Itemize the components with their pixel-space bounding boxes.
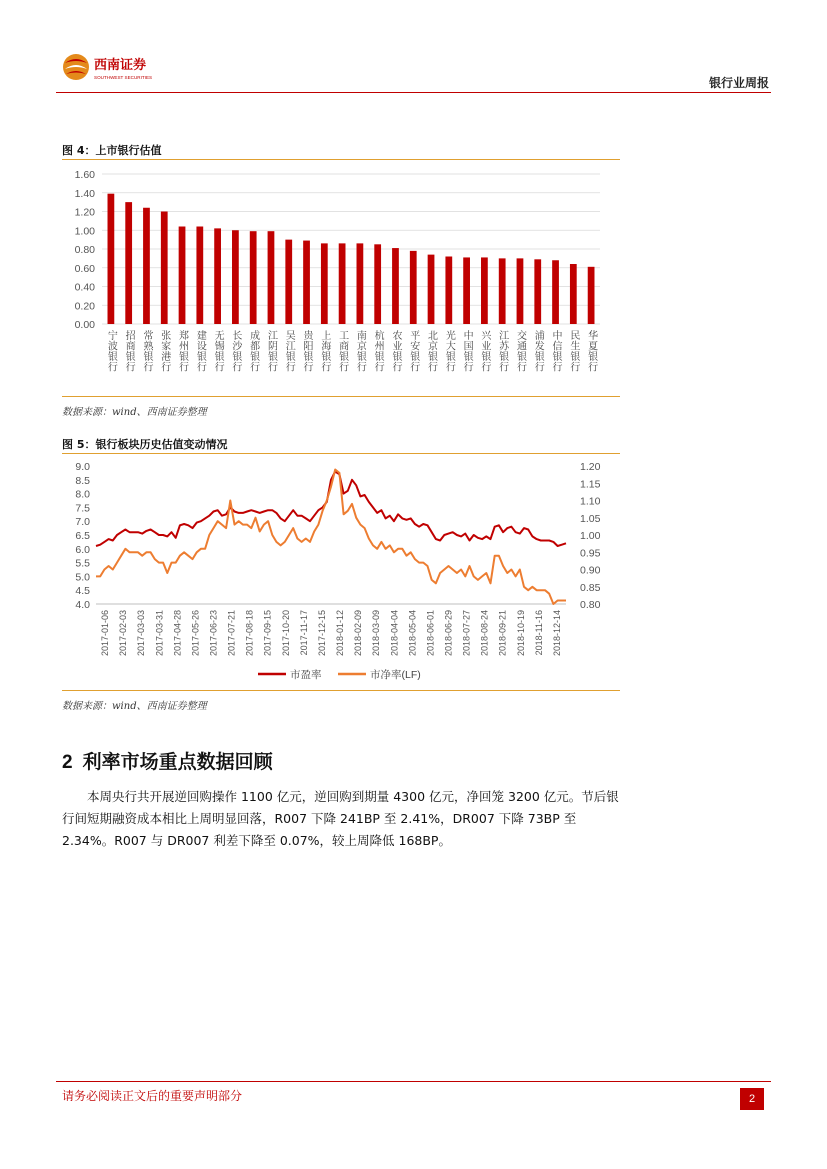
y-right-tick-label: 1.00	[580, 530, 601, 542]
x-tick-label: 2017-01-06	[100, 610, 111, 657]
company-logo	[62, 48, 172, 86]
x-tick-label: 2018-12-14	[551, 610, 562, 657]
x-tick-label: 农业银行	[389, 330, 401, 372]
y-left-tick-label: 6.5	[75, 530, 90, 542]
y-tick-label: 0.20	[74, 300, 95, 313]
x-tick-label: 浦发银行	[532, 330, 544, 372]
bar	[374, 244, 381, 324]
y-left-tick-label: 5.0	[75, 571, 90, 584]
y-right-tick-label: 1.20	[580, 461, 601, 473]
bar	[357, 243, 364, 324]
figure4-source: 数据来源：wind、西南证券整理	[62, 407, 207, 418]
figure5-title: 图 5：银行板块历史估值变动情况	[62, 438, 228, 451]
x-tick-label: 交通银行	[514, 330, 526, 372]
x-tick-label: 成都银行	[247, 330, 259, 372]
x-tick-label: 南京银行	[354, 330, 366, 372]
bar	[143, 208, 150, 324]
x-tick-label: 贵阳银行	[301, 330, 313, 372]
x-tick-label: 宁波银行	[105, 330, 117, 372]
bar	[410, 251, 417, 324]
y-left-tick-label: 8.0	[75, 488, 90, 501]
bar	[285, 240, 292, 324]
x-tick-label: 上海银行	[318, 330, 330, 372]
x-tick-label: 2017-03-03	[136, 610, 147, 657]
x-tick-label: 2018-02-09	[353, 610, 364, 657]
x-tick-label: 2018-09-21	[497, 610, 508, 657]
y-right-tick-label: 0.90	[580, 564, 601, 577]
x-tick-label: 北京银行	[425, 330, 437, 372]
y-right-tick-label: 0.95	[580, 547, 601, 560]
bar	[179, 227, 186, 325]
x-tick-label: 中国银行	[461, 330, 473, 372]
x-tick-label: 2017-07-21	[226, 610, 237, 657]
bar	[214, 228, 221, 324]
x-tick-label: 2017-09-15	[262, 610, 273, 657]
x-tick-label: 招商银行	[123, 330, 135, 372]
x-tick-label: 无锡银行	[212, 330, 224, 372]
y-tick-label: 1.40	[74, 187, 95, 200]
figure5-bottom-rule	[62, 690, 620, 691]
footer-disclaimer: 请务必阅读正文后的重要声明部分	[62, 1089, 243, 1103]
footer-rule	[56, 1081, 771, 1082]
x-tick-label: 江阴银行	[265, 330, 277, 372]
x-tick-label: 2017-11-17	[298, 610, 309, 656]
y-right-tick-label: 1.05	[580, 512, 601, 525]
bar	[499, 258, 506, 324]
bar	[517, 258, 524, 324]
y-tick-label: 1.60	[74, 169, 95, 181]
x-tick-label: 2017-04-28	[172, 610, 183, 657]
logo-cn: 西南证券	[94, 57, 147, 72]
y-left-tick-label: 9.0	[75, 461, 90, 473]
bar	[250, 231, 257, 324]
bar	[445, 257, 452, 325]
y-left-tick-label: 5.5	[75, 557, 90, 570]
legend-label: 市净率(LF)	[370, 669, 421, 681]
y-left-tick-label: 7.0	[75, 516, 90, 529]
legend-label: 市盈率	[290, 669, 322, 681]
x-tick-label: 建设银行	[194, 330, 206, 372]
x-tick-label: 杭州银行	[372, 330, 384, 372]
figure4-top-rule	[62, 159, 620, 160]
x-tick-label: 光大银行	[443, 330, 455, 372]
bar	[428, 255, 435, 324]
section-paragraph: 本周央行共开展逆回购操作 1100 亿元，逆回购到期量 4300 亿元，净回笼 3200 亿元。节后银行间短期融资成本相比上周明显回落，R007 下降 241BP 至 2.41%，DR007 下降 73BP 至 2.34%。R007 与 DR007 利差下降至 0.07%，较上周降低 168BP。	[62, 789, 619, 848]
logo-en: SOUTHWEST SECURITIES	[94, 75, 153, 80]
x-tick-label: 2018-05-04	[407, 610, 418, 657]
bar	[196, 227, 203, 325]
bar	[232, 230, 239, 324]
x-tick-label: 江苏银行	[496, 330, 508, 372]
y-tick-label: 0.80	[74, 244, 95, 256]
header-rule	[56, 92, 771, 93]
x-tick-label: 华夏银行	[585, 330, 597, 372]
x-tick-label: 2018-06-01	[425, 610, 436, 657]
x-tick-label: 2017-03-31	[154, 610, 165, 657]
x-tick-label: 2017-10-20	[280, 610, 291, 657]
x-tick-label: 2018-06-29	[443, 610, 454, 657]
x-tick-label: 常熟银行	[140, 330, 152, 372]
y-left-tick-label: 7.5	[75, 502, 90, 515]
x-tick-label: 民生银行	[567, 330, 579, 372]
section-heading	[62, 747, 273, 774]
x-tick-label: 吴江银行	[283, 330, 295, 372]
x-tick-label: 2017-02-03	[118, 610, 129, 657]
x-tick-label: 郑州银行	[176, 330, 188, 372]
x-tick-label: 兴业银行	[478, 330, 490, 372]
y-tick-label: 1.00	[74, 225, 95, 238]
bar	[588, 267, 595, 324]
x-tick-label: 2017-12-15	[316, 610, 327, 657]
section-title: 利率市场重点数据回顾	[82, 751, 273, 773]
x-tick-label: 2018-10-19	[515, 610, 526, 657]
x-tick-label: 2018-08-24	[479, 610, 490, 657]
bar	[552, 260, 559, 324]
bar	[108, 194, 115, 324]
figure4-bottom-rule	[62, 396, 620, 397]
x-tick-label: 长沙银行	[229, 330, 241, 372]
bar	[570, 264, 577, 324]
bar	[392, 248, 399, 324]
sector-valuation-line-chart	[62, 456, 620, 690]
x-tick-label: 2018-01-12	[335, 610, 346, 657]
bar	[268, 231, 275, 324]
y-left-tick-label: 6.0	[75, 543, 90, 556]
bar	[303, 241, 310, 324]
bar	[481, 257, 488, 324]
y-right-tick-label: 1.10	[580, 495, 601, 508]
bar	[321, 243, 328, 324]
figure5-source: 数据来源：wind、西南证券整理	[62, 701, 207, 712]
bar	[161, 212, 168, 325]
y-left-tick-label: 4.5	[75, 585, 90, 598]
report-type: 银行业周报	[708, 76, 769, 90]
y-tick-label: 0.00	[74, 319, 95, 331]
x-tick-label: 工商银行	[336, 330, 348, 372]
x-tick-label: 2018-07-27	[461, 610, 472, 657]
bank-valuation-bar-chart	[62, 162, 620, 396]
x-tick-label: 2018-04-04	[389, 610, 400, 657]
bar	[125, 202, 132, 324]
x-tick-label: 张家港行	[158, 330, 170, 372]
x-tick-label: 中信银行	[550, 330, 562, 372]
bar	[534, 259, 541, 324]
figure4-title: 图 4：上市银行估值	[62, 144, 162, 157]
y-tick-label: 0.60	[74, 262, 95, 275]
y-left-tick-label: 4.0	[75, 599, 90, 611]
x-tick-label: 平安银行	[407, 330, 419, 372]
x-tick-label: 2017-06-23	[208, 610, 219, 657]
bar	[463, 257, 470, 324]
bar	[339, 243, 346, 324]
y-tick-label: 1.20	[74, 206, 95, 219]
y-right-tick-label: 0.85	[580, 581, 601, 594]
section-number: 2	[62, 752, 73, 773]
x-tick-label: 2017-08-18	[244, 610, 255, 657]
y-left-tick-label: 8.5	[75, 474, 90, 487]
x-tick-label: 2018-11-16	[533, 610, 544, 656]
y-right-tick-label: 1.15	[580, 478, 601, 491]
page-number: 2	[740, 1088, 764, 1110]
figure5-top-rule	[62, 453, 620, 454]
x-tick-label: 2017-05-26	[190, 610, 201, 657]
y-right-tick-label: 0.80	[580, 599, 601, 611]
y-tick-label: 0.40	[74, 281, 95, 294]
x-tick-label: 2018-03-09	[371, 610, 382, 657]
